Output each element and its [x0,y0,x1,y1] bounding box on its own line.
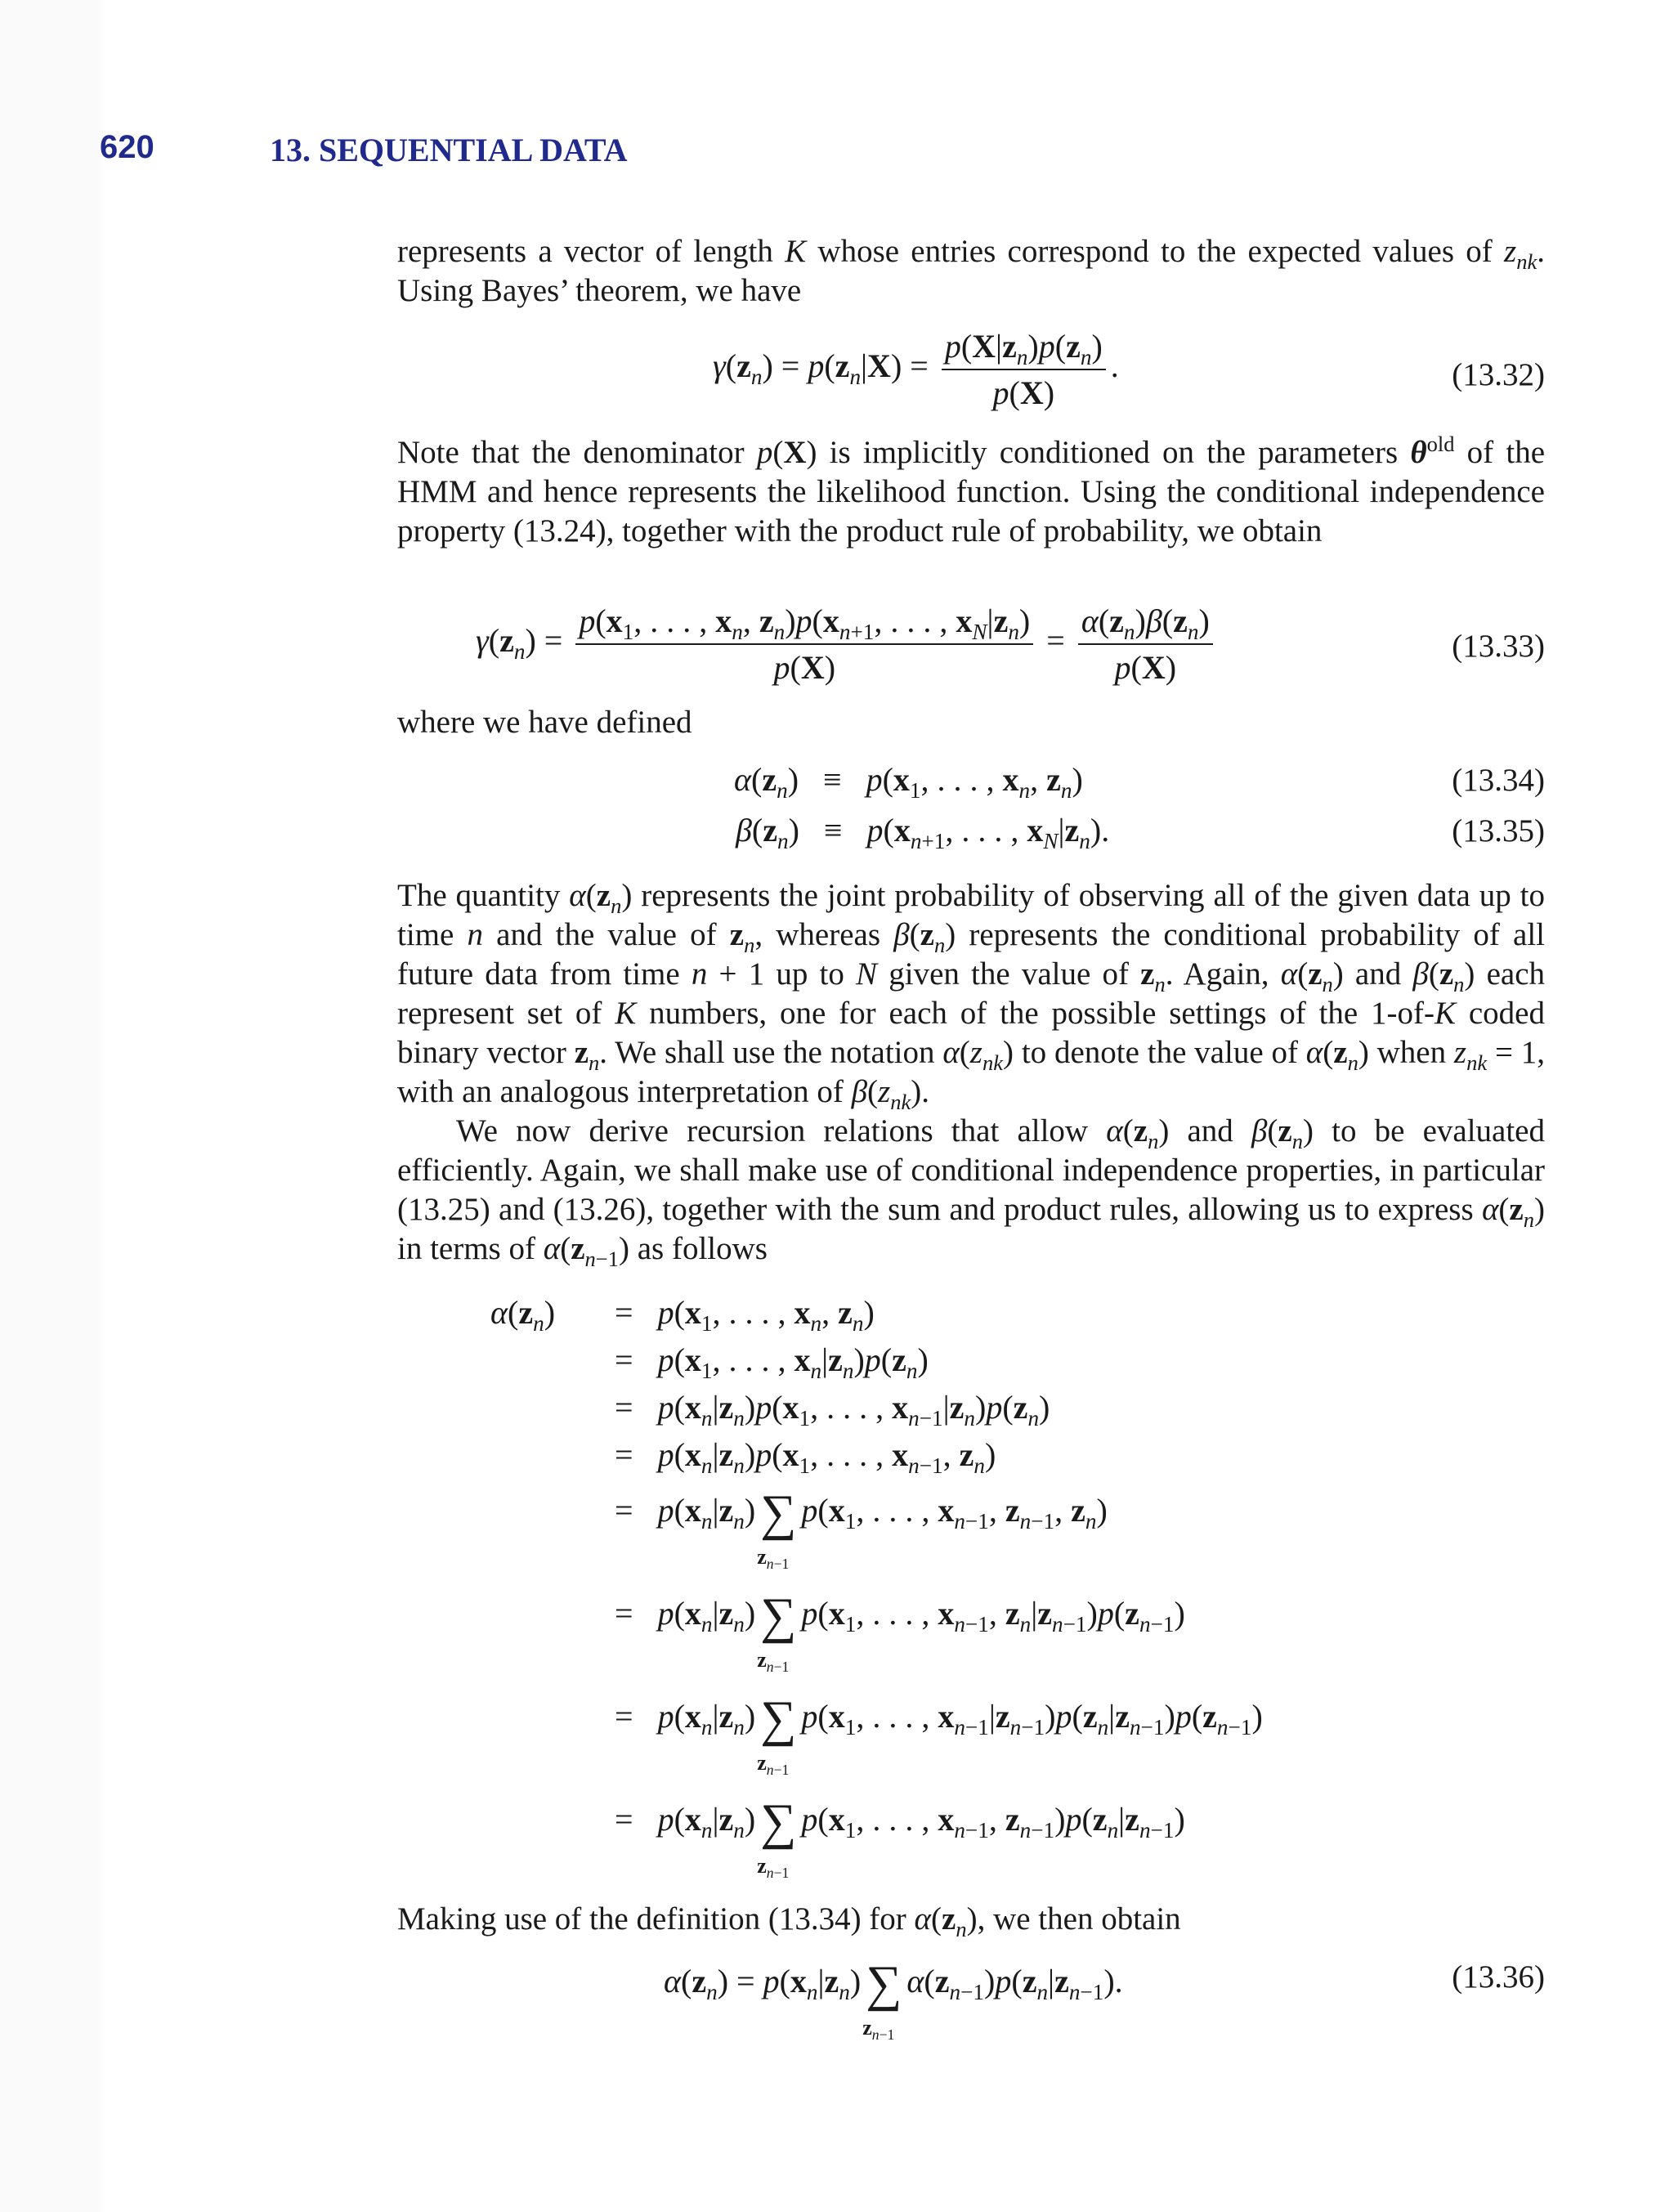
paragraph-4: The quantity $\alpha(z_n)$ represents the joint probability of observing all of the given data up to time n and the value of $z_n$, whereas $\beta(z_n)$ represents the conditional probability of all future data from time n + 1 up to N given the value of $z_n$. Again, $\alpha(z_n)$ and $\beta(z_n)$ each represent set of K numbers, one for each of the possible settings of the 1-of-K coded binary vector $z_n$. We shall use the notation $\alpha(z_{nk})$ to denote the value of $\alpha(z_n)$ when $z_{nk} = 1$, with an analogous interpretation of $\beta(z_{nk})$. We now derive recursion relations that allow $\alpha(z_n)$ and $\beta(z_n)$ to be evaluated efficiently. Again, we shall make use of conditional independence properties, in particular (13.25) and (13.26), together with the sum and product rules, allowing us to express $\alpha(z_n)$ in terms of $\alpha(z_{n-1})$ as follows [397,878,1546,1271]
paragraph-2: Note that the denominator p(X) is implicitly conditioned on the parameters $\theta^{old}$ of the HMM and hence represents the likelihood function. Using the conditional independence property (13.24), together with the product rule of probability, we obtain [397,432,1545,549]
equation-13-35: $\beta(z_n) \equiv p(x_{n+1}$, . . . , $x_N|z_n$). [736,812,1110,853]
paragraph-3: where we have defined [397,705,692,740]
paragraph-1: represents a vector of length K whose entries correspond to the expected values of $z_{nk}$. Using Bayes’ theorem, we have [397,234,1545,308]
derivation-row-1: = $p(x_1$, . . . , $x_n$, $z_n$) [615,1294,875,1336]
chapter-title: 13. SEQUENTIAL DATA [270,132,628,168]
equation-13-36: $\alpha(z_n) = p(x_n|z_n)\sum$ $z_{n-1}$ $\alpha(z_{n-1})p(z_n|z_{n-1})$. [664,1956,1123,2044]
equation-number: (13.36) [1452,1959,1545,1995]
equation-number: (13.34) [1452,763,1545,798]
derivation-lhs: $\alpha(z_n)$ [490,1294,556,1336]
derivation-row-8: = $p(x_n|z_n)\sum$ $z_{n-1}$ $p(x_1$, . . . , $x_{n-1}$, $z_{n-1})p(z_n|z_{n-1})$ [615,1794,1185,1882]
equation-13-34: $\alpha(z_n) \equiv p(x_1$, . . . , $x_n$, $z_n$) [734,761,1083,803]
derivation-row-5: = $p(x_n|z_n)\sum$ $z_{n-1}$ $p(x_1$, . . . , $x_{n-1}$, $z_{n-1}$, $z_n$) [615,1485,1108,1573]
derivation-row-7: = $p(x_n|z_n)\sum$ $z_{n-1}$ $p(x_1$, . . . , $x_{n-1}|z_{n-1})p(z_n|z_{n-1})p(z_{n-1})$ [615,1691,1263,1779]
equation-13-32: $\gamma(z_n) = p(z_n|X)$ = $\frac{p(X|z_n)p(z_n)}{p(X)}$ . [713,328,1119,411]
paragraph-6: Making use of the definition (13.34) for $\alpha(z_n)$, we then obtain [397,1901,1181,1941]
derivation-row-2: = $p(x_1$, . . . , $x_n|z_n)p(z_n)$ [615,1341,929,1383]
equation-13-33: $\gamma(z_n)$ = $\frac{p(x_1, . . . , x_n, z_n)p(x_{n+1}, . . . , x_N|z_n)}{p(X)}$ = $\frac{\alpha(z_n)\beta(z_n)}{p(X)}$ [476,602,1218,687]
equation-number: (13.33) [1452,629,1545,664]
derivation-row-4: = $p(x_n|z_n)p(x_1$, . . . , $x_{n-1}$, $z_n$) [615,1436,996,1478]
derivation-row-6: = $p(x_n|z_n)\sum$ $z_{n-1}$ $p(x_1$, . . . , $x_{n-1}$, $z_n|z_{n-1})p(z_{n-1})$ [615,1588,1185,1676]
page-number: 620 [100,129,154,165]
derivation-row-3: = $p(x_n|z_n)p(x_1$, . . . , $x_{n-1}|z_n)p(z_n)$ [615,1389,1050,1431]
equation-number: (13.35) [1452,813,1545,849]
equation-number: (13.32) [1452,357,1545,392]
